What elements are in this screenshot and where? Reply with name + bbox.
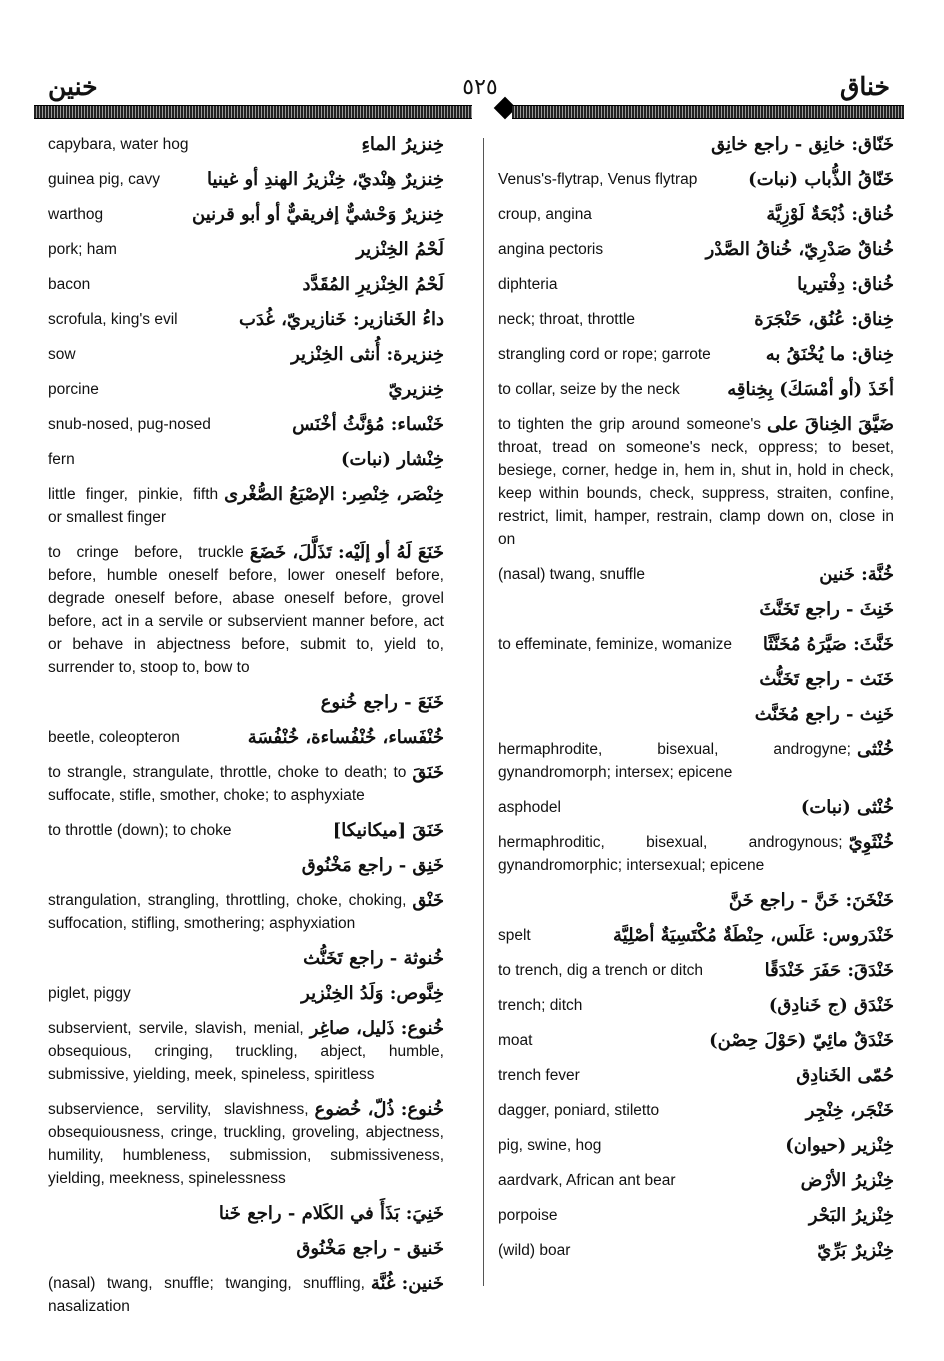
dictionary-entry	[498, 133, 894, 156]
dictionary-entry	[498, 703, 894, 726]
dictionary-entry	[48, 378, 444, 401]
right-column	[498, 133, 894, 1274]
dictionary-entry	[48, 947, 444, 970]
entry-arabic: ضَيَّقَ الخِناقَ على	[767, 414, 894, 435]
dictionary-entry	[498, 831, 894, 877]
dictionary-entry	[48, 273, 444, 296]
entry-english: subservient, servile, slavish, menial, obsequious, cringing, truckling, abject, humble, submissive, yielding, meek, spineless, spiritless	[48, 1020, 444, 1083]
dictionary-entry	[498, 563, 894, 586]
entry-arabic: خُناقٌ صَدْرِيّ، خُناقُ الصَّدْر	[705, 239, 894, 260]
dictionary-entry	[498, 738, 894, 784]
dictionary-entry	[498, 668, 894, 691]
entry-arabic: خِنْزيرُ البَحْر	[808, 1205, 894, 1226]
header-rule-left	[34, 105, 472, 119]
dictionary-entry	[498, 924, 894, 947]
entry-english: scrofula, king's evil	[48, 311, 178, 328]
dictionary-entry	[498, 203, 894, 226]
entry-english: to collar, seize by the neck	[498, 381, 680, 398]
entry-english: bacon	[48, 276, 91, 293]
entry-arabic: خَنين: غُنَّة	[370, 1273, 444, 1294]
dictionary-entry	[498, 1064, 894, 1087]
dictionary-entry	[498, 168, 894, 191]
dictionary-entry	[498, 1029, 894, 1052]
column-divider	[483, 138, 484, 1286]
entry-arabic: خِنَّوص: وَلَدُ الخِنْزير	[301, 983, 444, 1004]
entry-arabic: خَنْساء: مُؤنَّثُ أخْنَس	[292, 414, 444, 435]
entry-english: neck; throat, throttle	[498, 311, 635, 328]
dictionary-entry	[48, 413, 444, 436]
entry-english: subservience, servility, slavishness, obsequiousness, cringe, truckling, groveling, abjectness, humility, humbleness, submission, submissiveness, yielding, meekness, spinelessness	[48, 1101, 444, 1187]
entry-arabic: حُمّى الخَنادِق	[796, 1065, 894, 1086]
dictionary-entry	[48, 238, 444, 261]
entry-english: trench; ditch	[498, 997, 583, 1014]
dictionary-entry	[48, 483, 444, 529]
entry-english: sow	[48, 346, 76, 363]
dictionary-entry	[498, 1204, 894, 1227]
dictionary-entry	[498, 994, 894, 1017]
entry-arabic: خَنْق	[412, 890, 444, 911]
entry-arabic: خِنْشار (نبات)	[341, 449, 444, 470]
entry-arabic: خِناق: ما يُخْنَقُ به	[765, 344, 894, 365]
entry-arabic: خَنِث - راجع مُخَنَّث	[754, 704, 894, 725]
dictionary-entry	[48, 691, 444, 714]
entry-arabic: خَنْدَقَ: حَفَرَ خَنْدَقًا	[764, 960, 894, 981]
entry-english: dagger, poniard, stiletto	[498, 1102, 660, 1119]
dictionary-entry	[498, 343, 894, 366]
page-header	[0, 0, 944, 130]
entry-english: (nasal) twang, snuffle; twanging, snuffling, nasalization	[48, 1275, 365, 1315]
entry-arabic: خِنْزير (حيوان)	[785, 1135, 894, 1156]
dictionary-entry	[48, 1202, 444, 1225]
dictionary-entry	[48, 541, 444, 679]
entry-english: warthog	[48, 206, 104, 223]
entry-arabic: خُنْثى (نبات)	[800, 797, 894, 818]
entry-arabic: خَنِثَ - راجع تَخَنَّثَ	[759, 599, 894, 620]
entry-english: croup, angina	[498, 206, 592, 223]
entry-arabic: خَنِق - راجع مَخْنُوق	[301, 855, 444, 876]
guide-word-right: خناق	[839, 74, 890, 101]
entry-arabic: خَنَعَ - راجع خُنوع	[320, 692, 444, 713]
dictionary-entry	[48, 1237, 444, 1260]
entry-english: guinea pig, cavy	[48, 171, 161, 188]
dictionary-entry	[48, 889, 444, 935]
entry-english: porcine	[48, 381, 99, 398]
entry-english: to strangle, strangulate, throttle, choke to death; to suffocate, stifle, smother, choke; to asphyxiate	[48, 764, 407, 804]
entry-english: fern	[48, 451, 75, 468]
entry-english: strangling cord or rope; garrote	[498, 346, 711, 363]
entry-arabic: خِنْزيرُ الأرْض	[800, 1170, 894, 1191]
entry-arabic: خُنْثَوِيّ	[848, 832, 894, 853]
entry-arabic: خَنّاقُ الذُّباب (نبات)	[748, 169, 894, 190]
entry-arabic: خُناق: ذُبْحَةٌ لَوْزِيَّة	[766, 204, 894, 225]
entry-english: little finger, pinkie, fifth or smallest finger	[48, 486, 219, 526]
entry-arabic: خِناق: عُنُق، حَنْجَرَة	[754, 309, 894, 330]
entry-english: Venus's-flytrap, Venus flytrap	[498, 171, 698, 188]
dictionary-entry	[498, 1239, 894, 1262]
entry-english: hermaphroditic, bisexual, androgynous; gynandromorphic; intersexual; epicene	[498, 834, 843, 874]
dictionary-entry	[498, 378, 894, 401]
entry-english: to cringe before, truckle before, humble oneself before, lower oneself before, degrade oneself before, abase oneself before, grovel before, act in a servile or subservient manner before, act or behave in abjectness before, submit to, yield to, surrender to, stoop to, bow to	[48, 544, 444, 676]
dictionary-entry	[498, 1169, 894, 1192]
dictionary-entry	[48, 1098, 444, 1190]
dictionary-entry	[48, 1272, 444, 1318]
entry-english: aardvark, African ant bear	[498, 1172, 676, 1189]
entry-arabic: خِنزيرة: أُنثى الخِنْزير	[291, 344, 444, 365]
entry-arabic: خُنوع: ذُلّ، خُضوع	[314, 1099, 444, 1120]
dictionary-entry	[498, 413, 894, 551]
entry-english: moat	[498, 1032, 533, 1049]
entry-arabic: خَنيق - راجع مَخْنُوق	[296, 1238, 444, 1259]
entry-english: asphodel	[498, 799, 561, 816]
dictionary-entry	[48, 819, 444, 842]
entry-arabic: خِنْصَر، خِنْصِر: الإصْبَعُ الصُّغْرى	[224, 484, 444, 505]
entry-english: beetle, coleopteron	[48, 729, 180, 746]
entry-english: snub-nosed, pug-nosed	[48, 416, 211, 433]
entry-arabic: خَنْدَقٌ مائِيّ (حَوْلَ حِصْن)	[709, 1030, 894, 1051]
entry-arabic: خَنَث - راجع تَخَنُّث	[759, 669, 894, 690]
header-rule-right	[512, 105, 904, 119]
entry-english: (wild) boar	[498, 1242, 571, 1259]
dictionary-entry	[48, 726, 444, 749]
guide-word-left: خنين	[48, 74, 98, 101]
entry-arabic: لَحْمُ الخِنْزير	[356, 239, 444, 260]
dictionary-entry	[48, 448, 444, 471]
entry-arabic: خِنزيريّ	[388, 379, 444, 400]
entry-arabic: خَنَقَ	[412, 762, 444, 783]
entry-arabic: خَنَّثَ: صَيَّرَهُ مُخَنَّثًا	[762, 634, 894, 655]
entry-arabic: خَنْجَر، خِنْجِر	[805, 1100, 894, 1121]
entry-english: to trench, dig a trench or ditch	[498, 962, 704, 979]
dictionary-entry	[48, 133, 444, 156]
dictionary-entry	[48, 308, 444, 331]
entry-arabic: خُنْثى	[857, 739, 894, 760]
entry-arabic: لَحْمُ الخِنْزيرِ المُقَدَّد	[302, 274, 444, 295]
entry-english: capybara, water hog	[48, 136, 189, 153]
dictionary-entry	[498, 238, 894, 261]
dictionary-entry	[48, 1017, 444, 1086]
entry-english: spelt	[498, 927, 531, 944]
dictionary-entry	[48, 761, 444, 807]
dictionary-entry	[498, 598, 894, 621]
dictionary-entry	[48, 854, 444, 877]
entry-arabic: خَنَعَ لَهُ أو إلَيْه: تَذَلَّلَ، خَضَعَ	[249, 542, 444, 563]
dictionary-entry	[48, 168, 444, 191]
entry-english: trench fever	[498, 1067, 580, 1084]
entry-arabic: خَنّاق: خانِق - راجع خانِق	[711, 134, 894, 155]
entry-arabic: خَنْخَنَ: خَنَّ - راجع خَنَّ	[728, 890, 894, 911]
page-number: ٥٢٥	[462, 74, 498, 99]
entry-arabic: خَنْدَروس: عَلَس، حِنْطَةٌ مُكْتَسِيَةٌ أصْلِيَّة	[613, 925, 894, 946]
entry-arabic: خُنوثة - راجع تَخَنُّث	[303, 948, 444, 969]
entry-english: pork; ham	[48, 241, 117, 258]
entry-english: porpoise	[498, 1207, 558, 1224]
entry-english: to effeminate, feminize, womanize	[498, 636, 733, 653]
entry-arabic: خُنوع: ذَليل، صاغِر	[309, 1018, 444, 1039]
entry-arabic: خُنْفَساء، خُنْفُساءة، خُنْفُسَة	[247, 727, 444, 748]
entry-english: hermaphrodite, bisexual, androgyne; gynandromorph; intersex; epicene	[498, 741, 851, 781]
entry-english: strangulation, strangling, throttling, choke, choking, suffocation, stifling, smothering; asphyxiation	[48, 892, 407, 932]
entry-arabic: خُناق: دِفْتيريا	[797, 274, 894, 295]
entry-english: (nasal) twang, snuffle	[498, 566, 646, 583]
dictionary-entry	[498, 1099, 894, 1122]
entry-arabic: خِنزيرُ الماءِ	[361, 134, 444, 155]
entry-english: to tighten the grip around someone's throat, tread on someone's neck, oppress; to beset, besiege, corner, hedge in, hem in, shut in, hold in check, keep within bounds, check, suppress, straiten, confine, restrict, limit, hamper, restrain, clamp down on, close in on	[498, 416, 894, 548]
entry-arabic: أخَذَ (أو أمْسَكَ) بِخِناقِه	[727, 379, 894, 400]
dictionary-entry	[498, 796, 894, 819]
dictionary-entry	[48, 982, 444, 1005]
entry-arabic: خِنزيرٌ هِنْديّ، خِنْزيرُ الهندِ أو غينيا	[206, 169, 444, 190]
dictionary-entry	[498, 633, 894, 656]
entry-english: to throttle (down); to choke	[48, 822, 232, 839]
left-column	[48, 133, 444, 1330]
entry-english: angina pectoris	[498, 241, 604, 258]
dictionary-entry	[498, 273, 894, 296]
dictionary-entry	[498, 308, 894, 331]
dictionary-entry	[498, 889, 894, 912]
entry-english: pig, swine, hog	[498, 1137, 602, 1154]
entry-arabic: خُنَّة: خَنين	[819, 564, 894, 585]
dictionary-entry	[498, 959, 894, 982]
entry-arabic: خِنزيرٌ وَحْشيٌّ إفريقيٌّ أو أبو قرنين	[192, 204, 444, 225]
dictionary-entry	[498, 1134, 894, 1157]
entry-arabic: خَنَقَ [ميكانيكا]	[332, 820, 444, 841]
entry-arabic: خَنْدَق (ج خَنادِق)	[768, 995, 894, 1016]
entry-english: piglet, piggy	[48, 985, 131, 1002]
entry-arabic: داءُ الخَنازير: خَنازيريّ، غُدَب	[239, 309, 444, 330]
dictionary-entry	[48, 203, 444, 226]
dictionary-entry	[48, 343, 444, 366]
entry-arabic: خِنْزيرٌ بَرِّيّ	[817, 1240, 894, 1261]
entry-english: diphteria	[498, 276, 558, 293]
entry-arabic: خَنِيَ: بَذَأَ في الكَلام - راجع خَنا	[218, 1203, 444, 1224]
